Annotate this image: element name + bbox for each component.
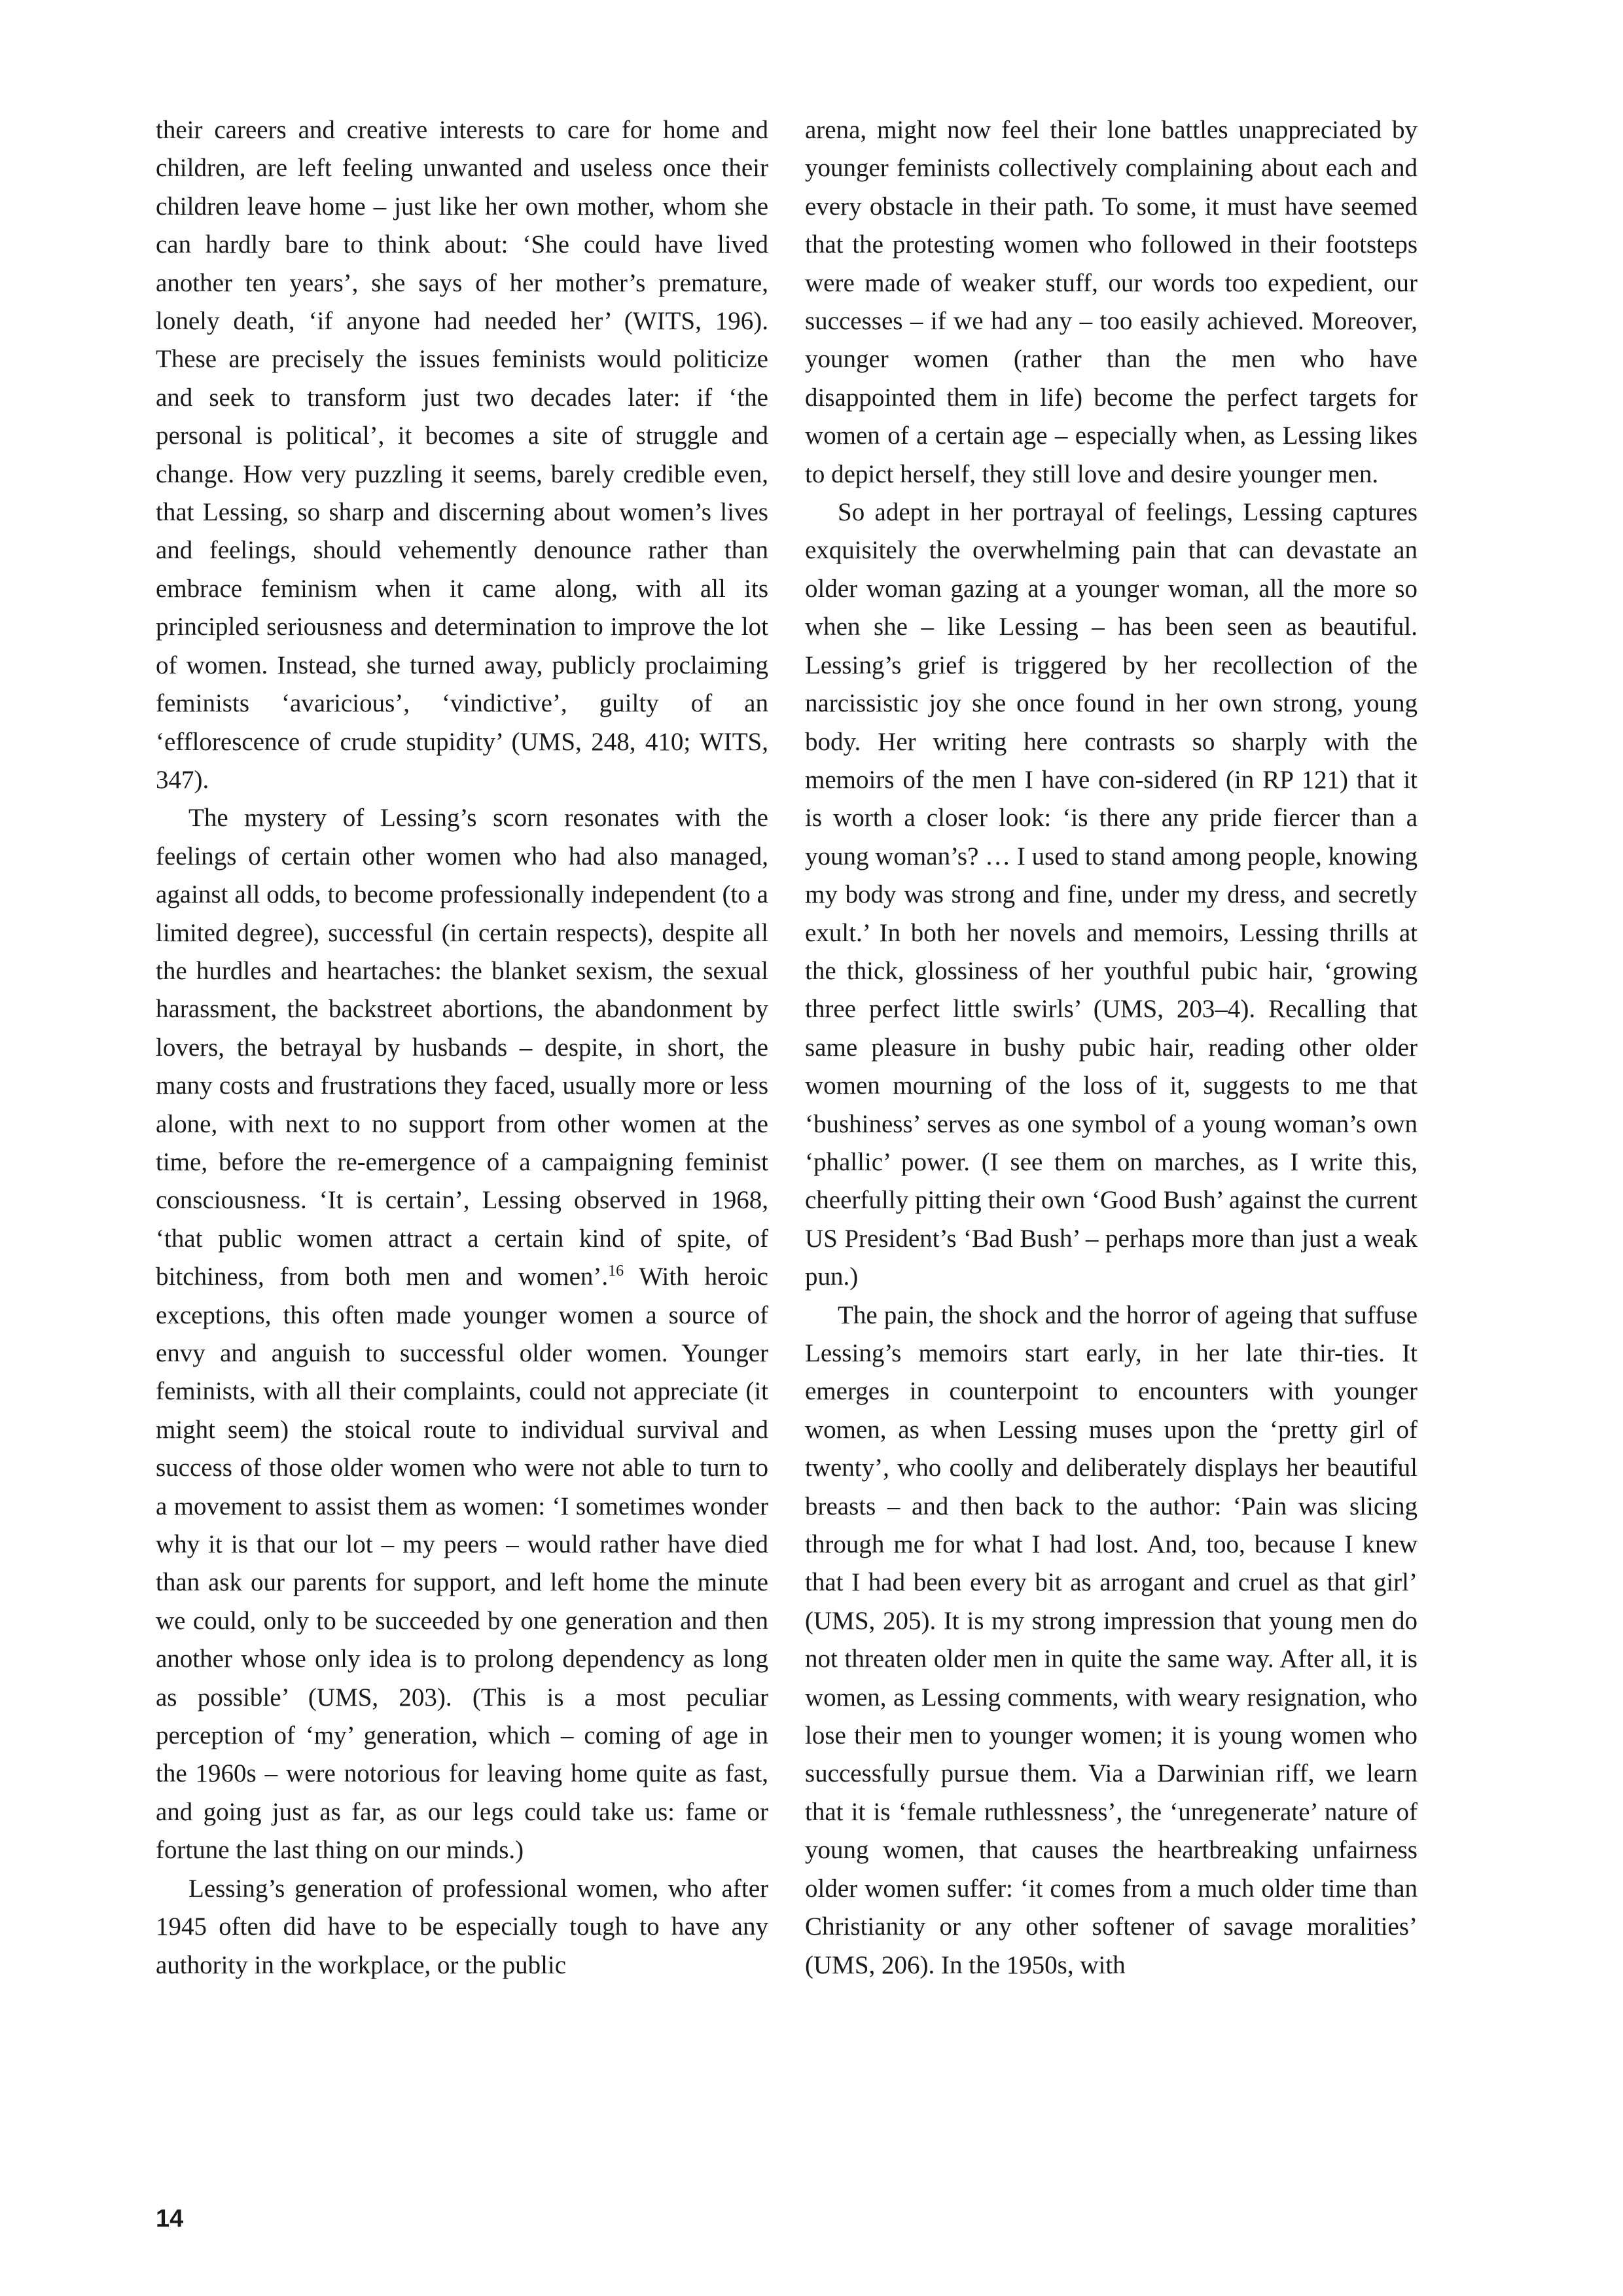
page-number: 14 — [156, 2205, 184, 2233]
paragraph-text: The mystery of Lessing’s scorn resonates with the feelings of certain other women who had also managed, against all odds, to become professionally independent (to a limited degree), successful (in certain respects), despite all the hurdles and heartaches: the blanket sexism, the sexual harassment, the backstreet abortions, the abandonment by lovers, the betrayal by husbands – despite, in short, the many costs and frustrations they faced, usually more or less alone, with next to no support from other women at the time, before the re-emergence of a campaigning feminist consciousness. ‘It is certain’, Lessing observed in 1968, ‘that public women attract a certain kind of spite, of bitchiness, from both men and women’. — [156, 804, 768, 1291]
right-text-column — [805, 111, 1418, 1984]
paragraph: The pain, the shock and the horror of ageing that suffuse Lessing’s memoirs start early, in her late thir-ties. It emerges in counterpoint to encounters with younger women, as when Lessing muses upon the ‘pretty girl of twenty’, who coolly and deliberately displays her beautiful breasts – and then back to the author: ‘Pain was slicing through me for what I had lost. And, too, because I knew that I had been every bit as arrogant and cruel as that girl’ (UMS, 205). It is my strong impression that young men do not threaten older men in quite the same way. After all, it is women, as Lessing comments, with weary resignation, who lose their men to younger women; it is young women who successfully pursue them. Via a Darwinian riff, we learn that it is ‘female ruthlessness’, the ‘unregenerate’ nature of young women, that causes the heartbreaking unfairness older women suffer: ‘it comes from a much older time than Christianity or any other softener of savage moralities’ (UMS, 206). In the 1950s, with — [805, 1300, 1418, 1979]
left-text-column — [156, 111, 768, 1984]
paragraph: their careers and creative interests to care for home and children, are left feeling unwanted and useless once their children leave home – just like her own mother, whom she can hardly bare to think about: ‘She could have lived another ten years’, she says of her mother’s premature, lonely death, ‘if anyone had needed her’ (WITS, 196). These are precisely the issues feminists would politicize and seek to transform just two decades later: if ‘the personal is political’, it becomes a site of struggle and change. How very puzzling it seems, barely credible even, that Lessing, so sharp and discerning about women’s lives and feelings, should vehemently denounce rather than embrace feminism when it came along, with all its principled seriousness and determination to improve the lot of women. Instead, she turned away, publicly proclaiming feminists ‘avaricious’, ‘vindictive’, guilty of an ‘efflorescence of crude stupidity’ (UMS, 248, 410; WITS, 347). — [156, 116, 768, 794]
paragraph: arena, might now feel their lone battles unappreciated by younger feminists collectively complaining about each and every obstacle in their path. To some, it must have seemed that the protesting women who followed in their footsteps were made of weaker stuff, our words too expedient, our successes – if we had any – too easily achieved. Moreover, younger women (rather than the men who have disappointed them in life) become the perfect targets for women of a certain age – especially when, as Lessing likes to depict herself, they still love and desire younger men. — [805, 116, 1418, 488]
paragraph-text-continued: With heroic exceptions, this often made younger women a source of envy and anguish to successful older women. Younger feminists, with all their complaints, could not appreciate (it might seem) the stoical route to individual survival and success of those older women who were not able to turn to a movement to assist them as women: ‘I sometimes wonder why it is that our lot – my peers – would rather have died than ask our parents for support, and left home the minute we could, only to be succeeded by one generation and then another whose only idea is to prolong dependency as long as possible’ (UMS, 203). (This is a most peculiar perception of ‘my’ generation, which – coming of age in the 1960s – were notorious for leaving home quite as fast, and going just as far, as our legs could take us: fame or fortune the last thing on our minds.) — [156, 1263, 768, 1865]
footnote-marker[interactable]: 16 — [608, 1263, 624, 1280]
paragraph — [156, 799, 768, 1869]
paragraph: So adept in her portrayal of feelings, Lessing captures exquisitely the overwhelming pain that can devastate an older woman gazing at a younger woman, all the more so when she – like Lessing – has been seen as beautiful. Lessing’s grief is triggered by her recollection of the narcissistic joy she once found in her own strong, young body. Her writing here contrasts so sharply with the memoirs of the men I have con-sidered (in RP 121) that it is worth a closer look: ‘is there any pride fiercer than a young woman’s? … I used to stand among people, knowing my body was strong and fine, under my dress, and secretly exult.’ In both her novels and memoirs, Lessing thrills at the thick, glossiness of her youthful pubic hair, ‘growing three perfect little swirls’ (UMS, 203–4). Recalling that same pleasure in bushy pubic hair, reading other older women mourning of the loss of it, suggests to me that ‘bushiness’ serves as one symbol of a young woman’s own ‘phallic’ power. (I see them on marches, as I write this, cheerfully pitting their own ‘Good Bush’ against the current US President’s ‘Bad Bush’ – perhaps more than just a weak pun.) — [805, 498, 1418, 1291]
paragraph: Lessing’s generation of professional women, who after 1945 often did have to be especially tough to have any authority in the workplace, or the public — [156, 1874, 768, 1979]
